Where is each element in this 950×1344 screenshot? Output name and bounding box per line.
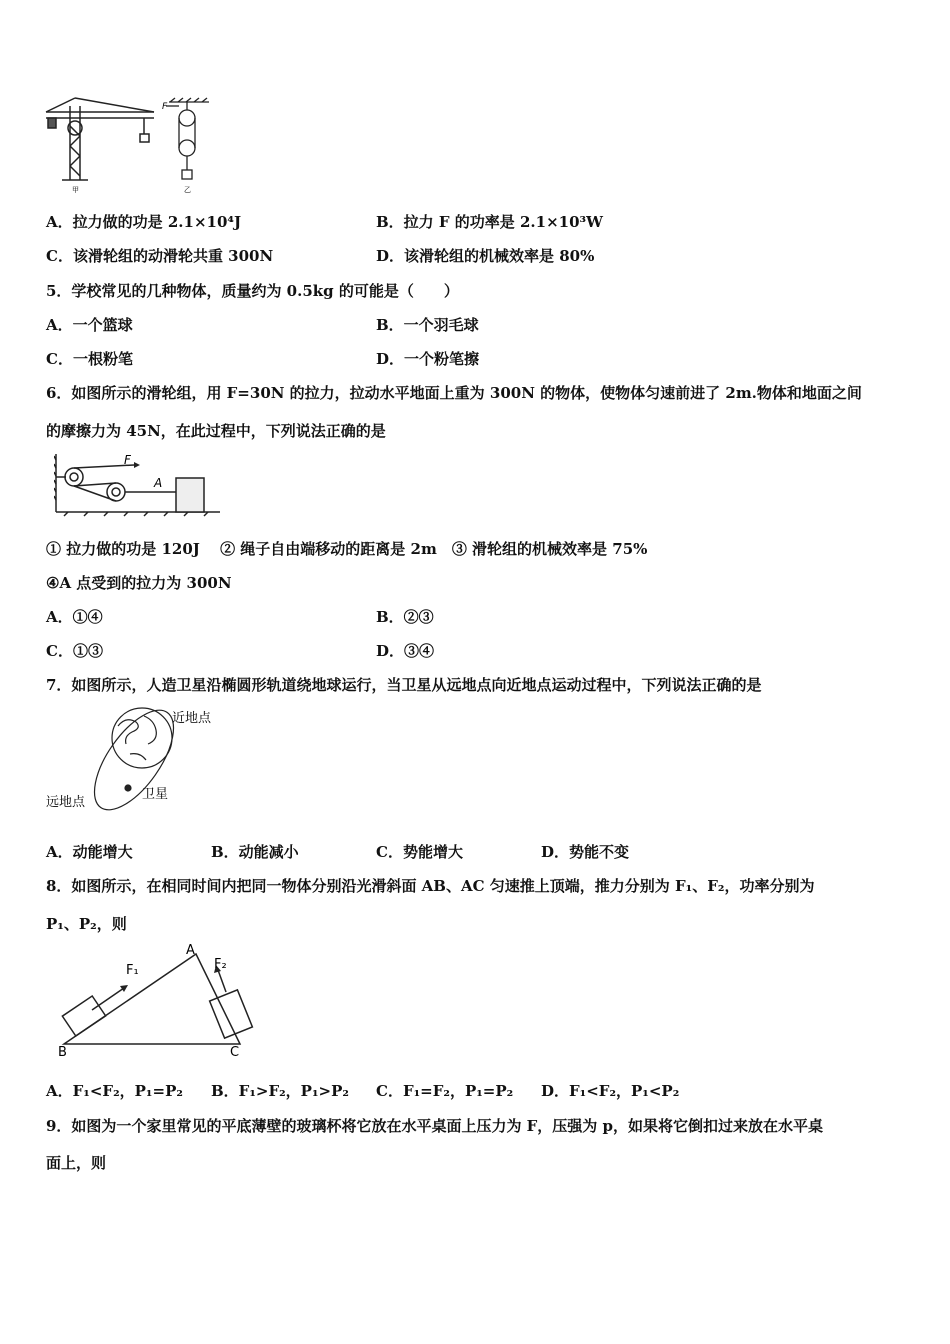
- q8-option-d[interactable]: D．F₁<F₂，P₁<P₂: [541, 1082, 680, 1100]
- q8-option-b[interactable]: B．F₁>F₂，P₁>P₂: [211, 1082, 349, 1100]
- q5-option-a[interactable]: A．一个篮球: [46, 316, 133, 334]
- q7-option-a[interactable]: A．动能增大: [46, 843, 133, 861]
- q4-option-d[interactable]: D．该滑轮组的机械效率是 80%: [376, 247, 595, 265]
- force-label: F: [162, 102, 168, 112]
- q4-option-b[interactable]: B．拉力 F 的功率是 2.1×10³W: [376, 213, 603, 231]
- q9-stem-line2: 面上，则: [46, 1154, 107, 1172]
- q8-option-c[interactable]: C．F₁=F₂，P₁=P₂: [376, 1082, 514, 1100]
- q7-option-c[interactable]: C．势能增大: [376, 843, 463, 861]
- q6-point-label: A: [154, 476, 163, 490]
- q6-stem-line1: 6．如图所示的滑轮组，用 F=30N 的拉力，拉动水平地面上重为 300N 的物体，使物体匀速前进了 2m.物体和地面之间: [46, 384, 862, 402]
- near-point-label: 近地点: [172, 711, 212, 726]
- q4-option-a[interactable]: A．拉力做的功是 2.1×10⁴J: [46, 213, 242, 231]
- q5-stem: 5．学校常见的几种物体，质量约为 0.5kg 的可能是（ ）: [46, 282, 459, 300]
- q5-option-d[interactable]: D．一个粉笔擦: [376, 350, 480, 368]
- q7-option-b[interactable]: B．动能减小: [211, 843, 299, 861]
- q8-stem-line1: 8．如图所示，在相同时间内把同一物体分别沿光滑斜面 AB、AC 匀速推上顶端，推力分别为 F₁、F₂，功率分别为: [46, 877, 815, 895]
- q9-stem-line1: 9．如图为一个家里常见的平底薄壁的玻璃杯将它放在水平桌面上压力为 F，压强为 p，如果将它倒扣过来放在水平桌: [46, 1117, 824, 1135]
- incline-figure: [44, 942, 264, 1060]
- vertex-a-label: A: [186, 943, 195, 958]
- q5-option-b[interactable]: B．一个羽毛球: [376, 316, 479, 334]
- q6-option-d[interactable]: D．③④: [376, 642, 435, 660]
- q8-stem-line2: P₁、P₂，则: [46, 915, 127, 933]
- q6-option-c[interactable]: C．①③: [46, 642, 103, 660]
- f2-label: F₂: [214, 957, 227, 972]
- pulley-label: 乙: [184, 186, 191, 194]
- vertex-b-label: B: [58, 1045, 67, 1060]
- satellite-label: 卫星: [142, 787, 169, 802]
- f1-label: F₁: [126, 963, 139, 978]
- crane-label: 甲: [72, 186, 79, 194]
- q5-option-c[interactable]: C．一根粉笔: [46, 350, 133, 368]
- far-point-label: 远地点: [46, 795, 86, 810]
- q6-stem-line2: 的摩擦力为 45N，在此过程中，下列说法正确的是: [46, 422, 386, 440]
- vertex-c-label: C: [230, 1045, 240, 1060]
- q6-force-label: F: [124, 453, 131, 467]
- q7-stem: 7．如图所示，人造卫星沿椭圆形轨道绕地球运行，当卫星从远地点向近地点运动过程中，下列说法正确的是: [46, 676, 762, 694]
- q4-option-c[interactable]: C．该滑轮组的动滑轮共重 300N: [46, 247, 274, 265]
- q6-statements-line1: ① 拉力做的功是 120J ② 绳子自由端移动的距离是 2m ③ 滑轮组的机械效率是 75%: [46, 540, 648, 558]
- q6-option-a[interactable]: A．①④: [46, 608, 103, 626]
- q6-statements-line2: ④A 点受到的拉力为 300N: [46, 574, 232, 592]
- pulley-ground-figure: [54, 452, 222, 518]
- q8-option-a[interactable]: A．F₁<F₂，P₁=P₂: [46, 1082, 183, 1100]
- satellite-orbit-figure: [44, 702, 224, 814]
- q7-option-d[interactable]: D．势能不变: [541, 843, 630, 861]
- crane-pulley-figure: [44, 96, 224, 196]
- q6-option-b[interactable]: B．②③: [376, 608, 434, 626]
